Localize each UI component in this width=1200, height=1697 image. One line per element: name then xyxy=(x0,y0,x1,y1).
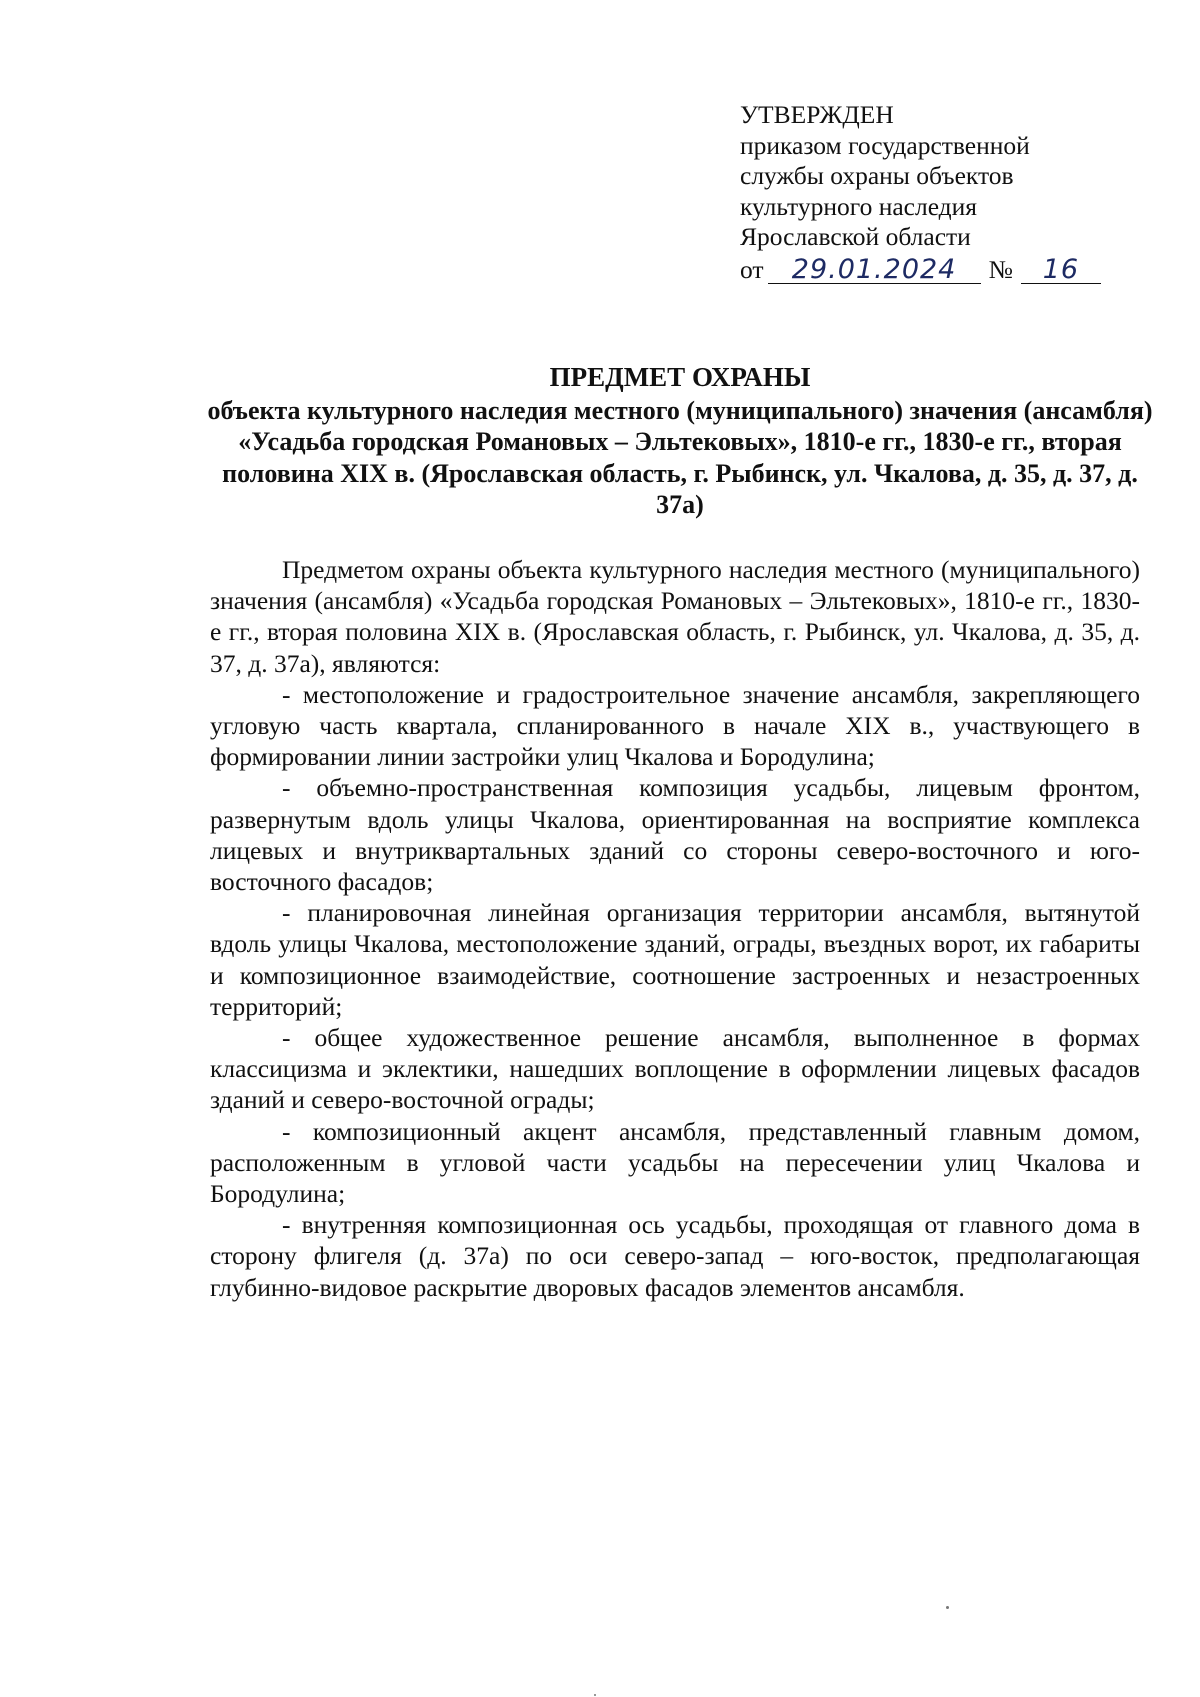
approval-block xyxy=(740,100,1160,285)
list-item: - объемно-пространственная композиция усадьбы, лицевым фронтом, развернутым вдоль улицы Чкалова, ориентированная на восприятие комплекса лицевых и внутриквартальных зданий со стороны северо-восточного и юго-восточного фасадов; xyxy=(210,773,1140,897)
list-item: - композиционный акцент ансамбля, представленный главным домом, расположенным в угловой части усадьбы на пересечении улиц Чкалова и Бородулина; xyxy=(210,1116,1140,1209)
intro-paragraph: Предметом охраны объекта культурного наследия местного (муниципального) значения (ансамбля) «Усадьба городская Романовых – Эльтековых», 1810-е гг., 1830-е гг., вторая половина XIX в. (Ярославская область, г. Рыбинск, ул. Чкалова, д. 35, д. 37, д. 37а), являются: xyxy=(210,555,1140,678)
document-title-block xyxy=(200,362,1160,521)
number-label: № xyxy=(988,254,1013,284)
document-body xyxy=(210,554,1140,1303)
scan-speck xyxy=(946,1606,949,1609)
order-reference xyxy=(740,255,1160,286)
approval-line: службы охраны объектов xyxy=(740,161,1014,190)
scan-speck xyxy=(594,1694,596,1696)
document-subtitle: объекта культурного наследия местного (муниципального) значения (ансамбля) «Усадьба городская Романовых – Эльтековых», 1810-е гг., 1830-е гг., вторая половина XIX в. (Ярославская область, г. Рыбинск, ул. Чкалова, д. 35, д. 37, д. 37а) xyxy=(207,395,1153,519)
handwritten-number: 16 xyxy=(1021,257,1101,284)
list-item: - общее художественное решение ансамбля, выполненное в формах классицизма и эклектики, нашедших воплощение в оформлении лицевых фасадов зданий и северо-восточной ограды; xyxy=(210,1023,1140,1115)
list-item: - планировочная линейная организация территории ансамбля, вытянутой вдоль улицы Чкалова, местоположение зданий, ограды, въездных ворот, их габариты и композиционное взаимодействие, соотношение застроенных и незастроенных территорий; xyxy=(210,898,1140,1021)
approval-line: Ярославской области xyxy=(740,222,971,251)
document-title: ПРЕДМЕТ ОХРАНЫ xyxy=(549,362,811,392)
approval-line: приказом государственной xyxy=(740,130,1030,160)
date-prefix: от xyxy=(740,254,764,284)
list-item: - внутренняя композиционная ось усадьбы, проходящая от главного дома в сторону флигеля (д. 37а) по оси северо-запад – юго-восток, предполагающая глубинно-видовое раскрытие дворовых фасадов элементов ансамбля. xyxy=(210,1210,1140,1302)
handwritten-date: 29.01.2024 xyxy=(768,257,981,284)
approval-heading: УТВЕРЖДЕН xyxy=(740,100,894,129)
list-item: - местоположение и градостроительное значение ансамбля, закрепляющего угловую часть квартала, спланированного в начале XIX в., участвующего в формировании линии застройки улиц Чкалова и Бородулина; xyxy=(210,679,1140,772)
approval-line: культурного наследия xyxy=(740,191,978,221)
